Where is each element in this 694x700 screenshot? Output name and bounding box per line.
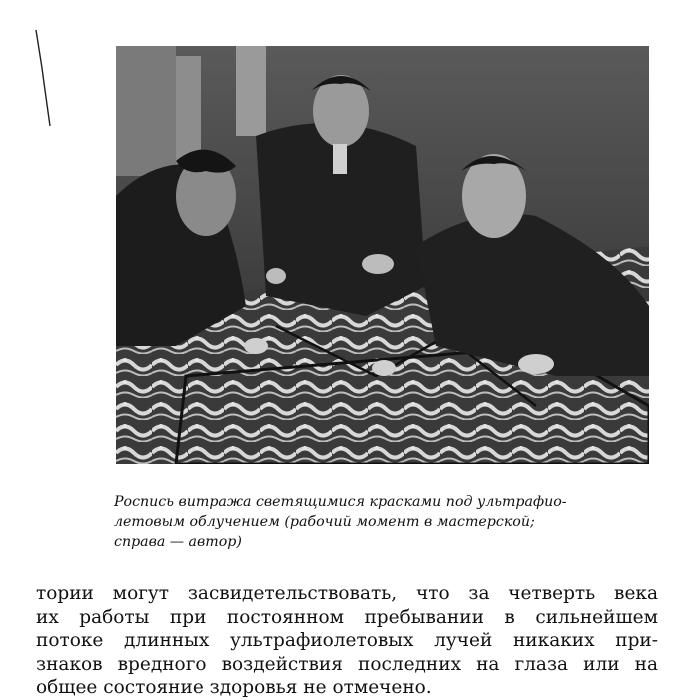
photo-caption <box>114 492 659 552</box>
margin-pen-mark <box>34 28 54 128</box>
body-line: потоке длинных ультрафиолетовых лучей никаких при- <box>36 630 658 651</box>
body-paragraph <box>36 582 658 700</box>
photo-illustration <box>116 46 649 464</box>
body-line: их работы при постоянном пребывании в сильнейшем <box>36 606 658 628</box>
body-line: знаков вредного воздействия последних на глаза или на <box>36 653 658 675</box>
caption-line: Роспись витража светящимися красками под ультрафио- <box>114 494 567 510</box>
caption-line: справа — автор) <box>114 534 242 550</box>
body-line: тории могут засвидетельствовать, что за четверть века <box>36 583 658 604</box>
body-line: общее состояние здоровья не отмечено. <box>36 677 432 698</box>
photo-image <box>116 46 649 464</box>
caption-line: летовым облучением (рабочий момент в мастерской; <box>114 514 535 530</box>
